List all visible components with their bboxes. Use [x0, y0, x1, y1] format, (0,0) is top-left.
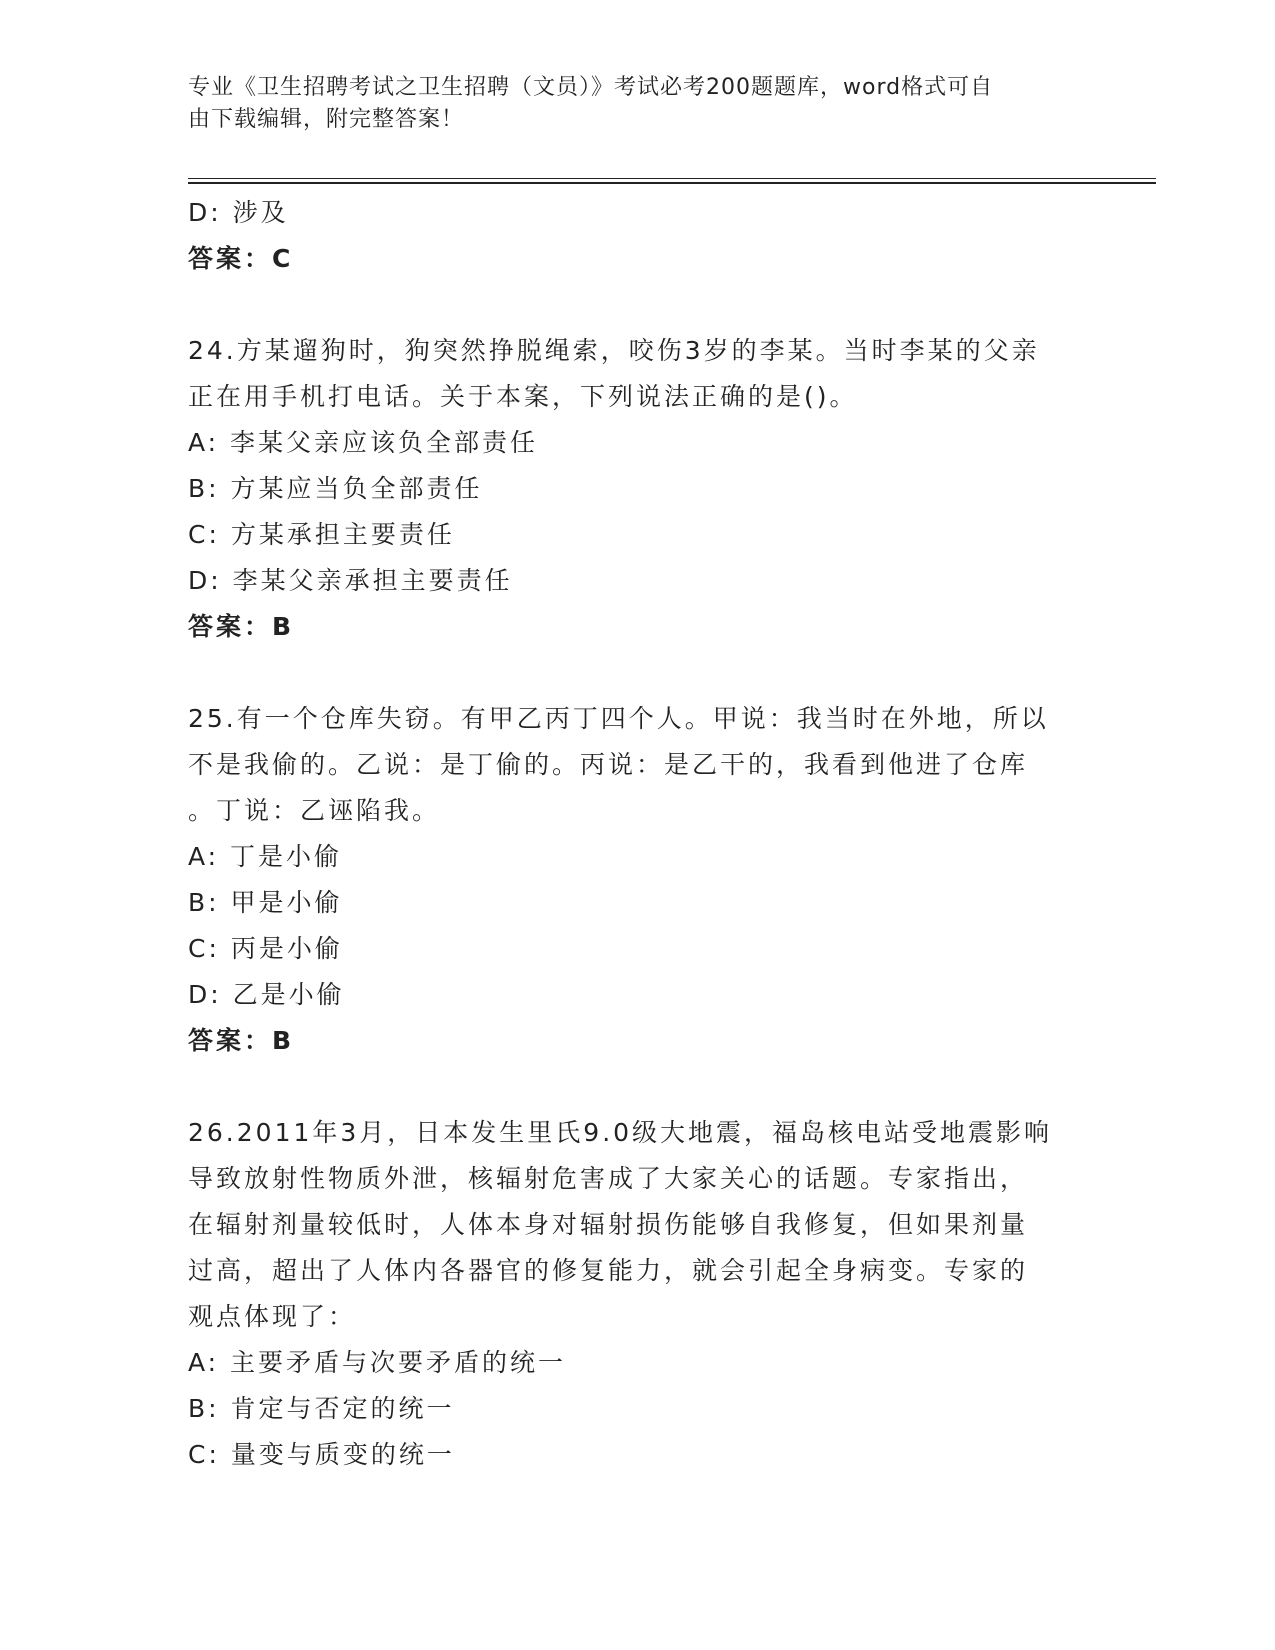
option-d: D: 涉及	[188, 198, 289, 227]
question-stem: 25.有一个仓库失窃。有甲乙丙丁四个人。甲说：我当时在外地，所以	[188, 704, 1049, 733]
question-stem: 26.2011年3月，日本发生里氏9.0级大地震，福岛核电站受地震影响	[188, 1118, 1053, 1147]
header-line-1: 专业《卫生招聘考试之卫生招聘（文员）》考试必考200题题库，word格式可自	[188, 75, 994, 100]
spacer	[188, 1064, 1088, 1110]
previous-question-tail	[188, 190, 1088, 282]
header-line-2: 由下载编辑，附完整答案！	[188, 107, 465, 132]
option-c: C: 丙是小偷	[188, 934, 343, 963]
option-d: D: 李某父亲承担主要责任	[188, 566, 513, 595]
question-stem: 正在用手机打电话。关于本案，下列说法正确的是()。	[188, 382, 858, 411]
option-b: B: 甲是小偷	[188, 888, 343, 917]
question-stem: 24.方某遛狗时，狗突然挣脱绳索，咬伤3岁的李某。当时李某的父亲	[188, 336, 1040, 365]
question-stem: 在辐射剂量较低时，人体本身对辐射损伤能够自我修复，但如果剂量	[188, 1210, 1029, 1239]
question-24	[188, 328, 1088, 650]
answer: 答案：C	[188, 244, 294, 273]
option-a: A: 李某父亲应该负全部责任	[188, 428, 539, 457]
document-header	[188, 72, 1088, 136]
option-c: C: 量变与质变的统一	[188, 1440, 455, 1469]
answer: 答案：B	[188, 612, 295, 641]
question-26	[188, 1110, 1088, 1478]
option-a: A: 主要矛盾与次要矛盾的统一	[188, 1348, 567, 1377]
header-divider-thin	[188, 178, 1156, 179]
option-a: A: 丁是小偷	[188, 842, 343, 871]
option-b: B: 方某应当负全部责任	[188, 474, 483, 503]
header-divider-thick	[188, 182, 1156, 184]
option-b: B: 肯定与否定的统一	[188, 1394, 455, 1423]
question-stem: 不是我偷的。乙说：是丁偷的。丙说：是乙干的，我看到他进了仓库	[188, 750, 1029, 779]
question-stem: 过高，超出了人体内各器官的修复能力，就会引起全身病变。专家的	[188, 1256, 1029, 1285]
question-stem: 观点体现了：	[188, 1302, 357, 1331]
document-body	[188, 190, 1088, 1478]
question-stem: 导致放射性物质外泄，核辐射危害成了大家关心的话题。专家指出，	[188, 1164, 1029, 1193]
option-d: D: 乙是小偷	[188, 980, 345, 1009]
spacer	[188, 650, 1088, 696]
option-c: C: 方某承担主要责任	[188, 520, 455, 549]
spacer	[188, 282, 1088, 328]
question-stem: 。丁说：乙诬陷我。	[188, 796, 441, 825]
question-25	[188, 696, 1088, 1064]
answer: 答案：B	[188, 1026, 295, 1055]
